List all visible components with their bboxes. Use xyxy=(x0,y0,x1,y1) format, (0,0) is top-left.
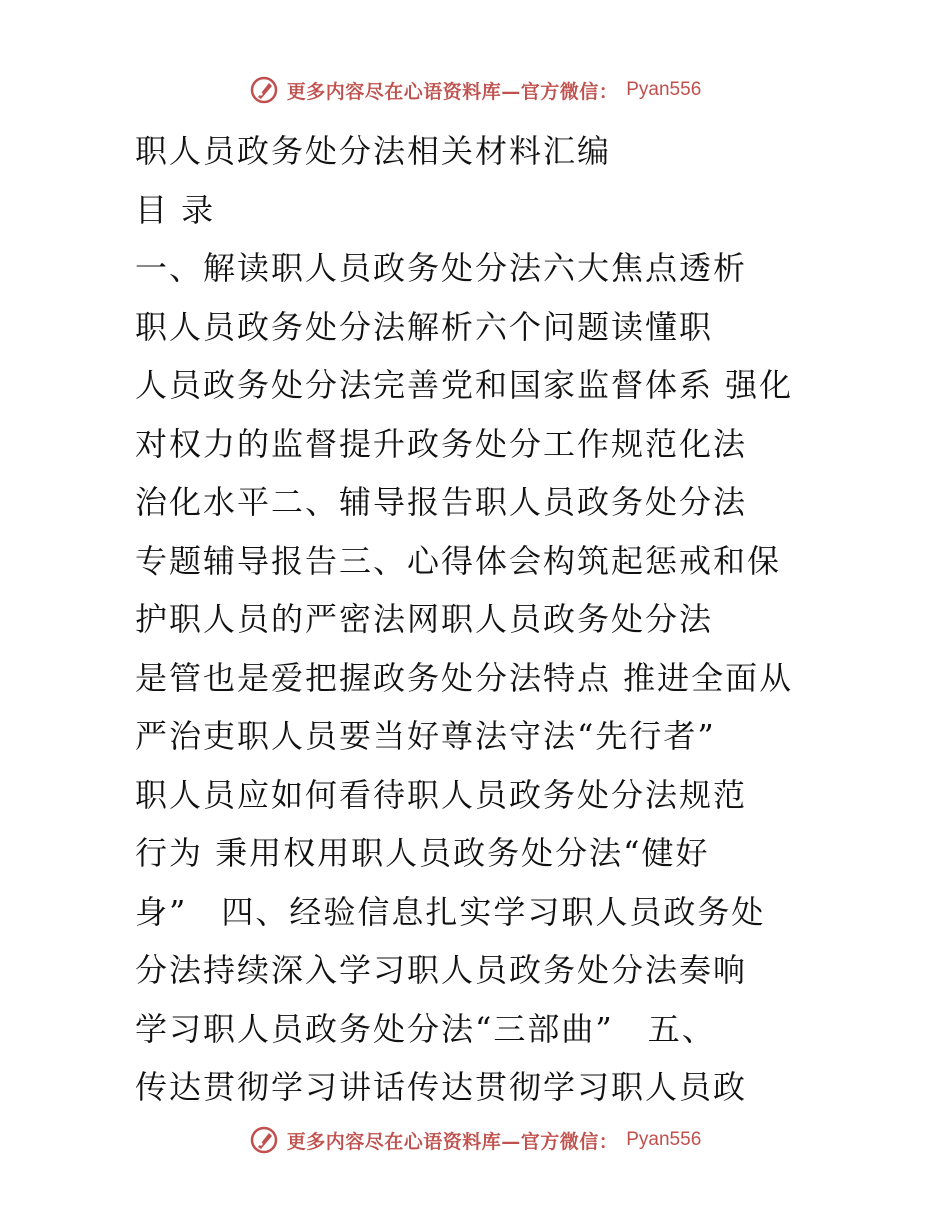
toc-line: 人员政务处分法完善党和国家监督体系 强化 xyxy=(135,366,794,404)
toc-line: 一、解读职人员政务处分法六大焦点透析 xyxy=(135,249,748,287)
footer-banner-text: 更多内容尽在心语资料库—官方微信： xyxy=(286,1130,619,1153)
toc-line: 行为 秉用权用职人员政务处分法“健好 xyxy=(135,834,710,872)
toc-line: 传达贯彻学习讲话传达贯彻学习职人员政 xyxy=(135,1068,748,1106)
toc-line: 是管也是爱把握政务处分法特点 推进全面从 xyxy=(135,658,794,697)
header-banner-text: 更多内容尽在心语资料库—官方微信： xyxy=(286,80,619,103)
toc-line: 治化水平二、辅导报告职人员政务处分法 xyxy=(135,483,748,521)
toc-line: 分法持续深入学习职人员政务处分法奏响 xyxy=(135,951,748,989)
document-title: 职人员政务处分法相关材料汇编 xyxy=(135,132,612,170)
pen-nib-circle-icon xyxy=(249,1125,279,1155)
header-banner-wechat-id: Pyan556 xyxy=(626,79,702,100)
toc-line: 学习职人员政务处分法“三部曲” 五、 xyxy=(135,1009,716,1048)
toc-line: 专题辅导报告三、心得体会构筑起惩戒和保 xyxy=(135,541,782,580)
toc-line: 严治吏职人员要当好尊法守法“先行者” xyxy=(135,717,716,755)
pen-nib-circle-icon xyxy=(249,75,279,105)
document-body xyxy=(135,122,855,1117)
toc-line: 对权力的监督提升政务处分工作规范化法 xyxy=(135,424,748,463)
toc-line: 职人员应如何看待职人员政务处分法规范 xyxy=(135,775,748,814)
footer-banner-wechat-id: Pyan556 xyxy=(626,1129,702,1150)
toc-heading: 目 录 xyxy=(135,190,216,229)
toc-line: 护职人员的严密法网职人员政务处分法 xyxy=(135,600,714,638)
footer-banner xyxy=(0,1120,950,1160)
toc-line: 职人员政务处分法解析六个问题读懂职 xyxy=(135,307,714,346)
toc-line: 身” 四、经验信息扎实学习职人员政务处 xyxy=(135,892,766,931)
header-banner xyxy=(0,70,950,110)
